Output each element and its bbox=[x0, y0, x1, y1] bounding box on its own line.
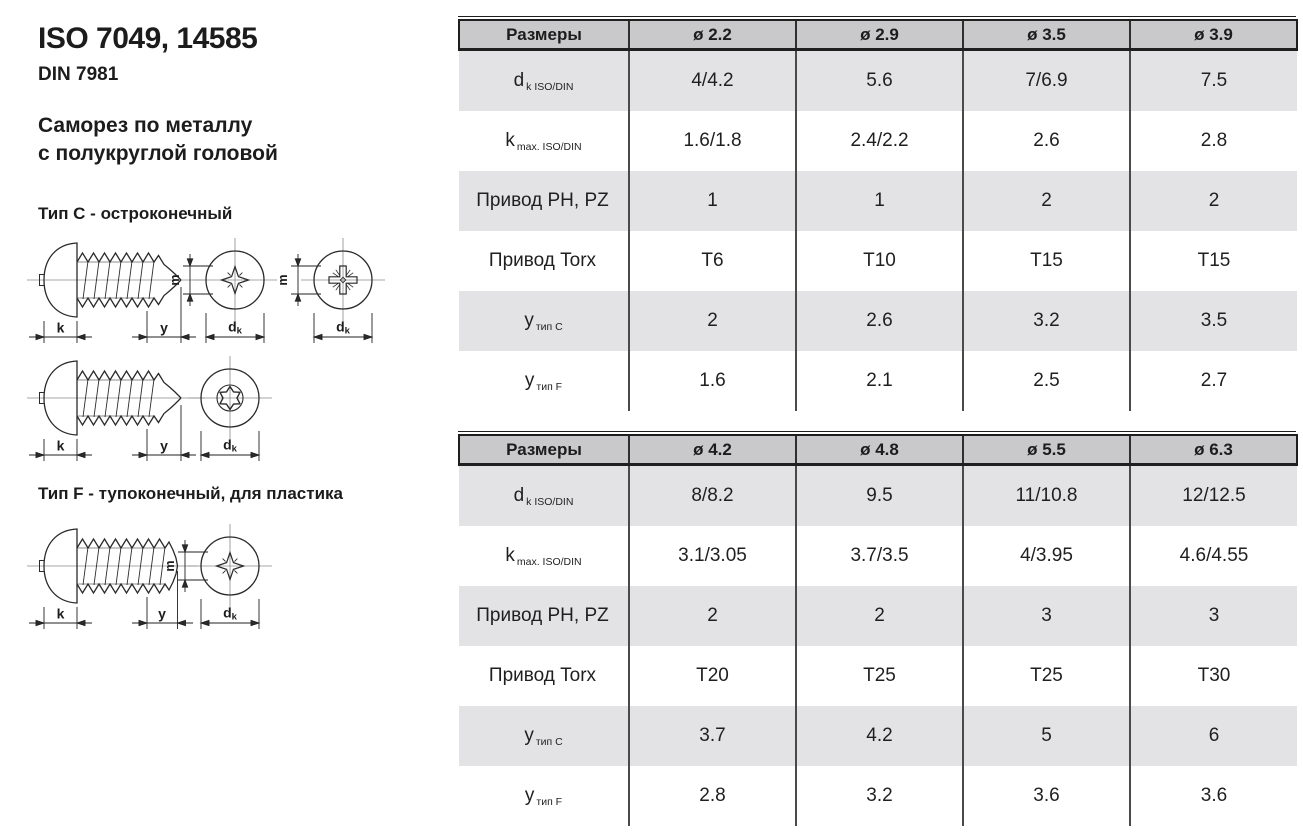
table-cell: 2.6 bbox=[963, 111, 1130, 171]
dim-label-y: y bbox=[158, 605, 166, 622]
table-cell: 2 bbox=[796, 586, 963, 646]
row-label: у $_{тип C}$ bbox=[459, 291, 629, 351]
page-title: ISO 7049, 14585 bbox=[38, 22, 258, 55]
table-cell: 5.6 bbox=[796, 50, 963, 112]
column-header-diameter: ø 2.9 bbox=[796, 20, 963, 50]
table-cell: 2.5 bbox=[963, 351, 1130, 411]
table-cell: 3.6 bbox=[1130, 766, 1297, 826]
row-label: Привод Torx bbox=[459, 646, 629, 706]
column-header-diameter: ø 3.5 bbox=[963, 20, 1130, 50]
table-cell: 3.1/3.05 bbox=[629, 526, 796, 586]
row-label: у $_{тип F}$ bbox=[459, 351, 629, 411]
table-cell: 5 bbox=[963, 706, 1130, 766]
table-cell: 2.7 bbox=[1130, 351, 1297, 411]
table-cell: 7/6.9 bbox=[963, 50, 1130, 112]
page-subtitle: DIN 7981 bbox=[38, 64, 119, 85]
type-c-heading: Тип C - остроконечный bbox=[38, 204, 233, 223]
size-table-large-diameters bbox=[458, 431, 1296, 826]
table-cell: 2.8 bbox=[1130, 111, 1297, 171]
table-cell: 2 bbox=[963, 171, 1130, 231]
table-cell: 3 bbox=[1130, 586, 1297, 646]
type-f-drawing-ph bbox=[25, 519, 305, 637]
torx-head-view bbox=[188, 356, 272, 461]
table-cell: 8/8.2 bbox=[629, 465, 796, 527]
dim-label-y: y bbox=[160, 437, 168, 454]
table-row bbox=[459, 351, 1297, 411]
dim-label-k: k bbox=[56, 605, 65, 622]
row-label: d $_{k ISO/DIN}$ bbox=[459, 50, 629, 112]
row-label: d $_{k ISO/DIN}$ bbox=[459, 465, 629, 527]
dimension-k bbox=[29, 606, 92, 630]
table-row bbox=[459, 586, 1297, 646]
table-cell: T15 bbox=[963, 231, 1130, 291]
row-label: у $_{тип C}$ bbox=[459, 706, 629, 766]
product-description bbox=[38, 112, 278, 169]
table-cell: 3.7/3.5 bbox=[796, 526, 963, 586]
table-row bbox=[459, 291, 1297, 351]
column-header-diameter: ø 2.2 bbox=[629, 20, 796, 50]
table-header-row bbox=[459, 20, 1297, 50]
dim-label-m: m bbox=[168, 274, 182, 286]
dim-label-m: m bbox=[163, 560, 177, 572]
table-cell: 3 bbox=[963, 586, 1130, 646]
table-row bbox=[459, 171, 1297, 231]
table-cell: T30 bbox=[1130, 646, 1297, 706]
row-label: k $_{max. ISO/DIN}$ bbox=[459, 111, 629, 171]
dim-label-dk: dk bbox=[228, 318, 242, 337]
table-row bbox=[459, 111, 1297, 171]
table-cell: 4/4.2 bbox=[629, 50, 796, 112]
table-cell: 3.2 bbox=[963, 291, 1130, 351]
table-cell: 2 bbox=[629, 291, 796, 351]
dimension-k bbox=[29, 320, 92, 344]
header-sizes: Размеры bbox=[459, 20, 629, 50]
table-cell: 2 bbox=[1130, 171, 1297, 231]
size-table-small-diameters bbox=[458, 16, 1296, 411]
table-row bbox=[459, 646, 1297, 706]
row-label: Привод PH, PZ bbox=[459, 171, 629, 231]
dim-label-k: k bbox=[56, 437, 65, 454]
description-line-2: с полукруглой головой bbox=[38, 142, 278, 166]
table-cell: 3.6 bbox=[963, 766, 1130, 826]
table-row bbox=[459, 766, 1297, 826]
table-row bbox=[459, 50, 1297, 112]
dim-label-y: y bbox=[160, 319, 168, 336]
table-cell: T25 bbox=[796, 646, 963, 706]
table-cell: 12/12.5 bbox=[1130, 465, 1297, 527]
table-cell: 2.6 bbox=[796, 291, 963, 351]
table-cell: 3.2 bbox=[796, 766, 963, 826]
table-cell: T6 bbox=[629, 231, 796, 291]
dim-label-dk: dk bbox=[223, 604, 237, 623]
table-cell: T10 bbox=[796, 231, 963, 291]
dim-label-k: k bbox=[56, 319, 65, 336]
row-label: у $_{тип F}$ bbox=[459, 766, 629, 826]
description-line-1: Саморез по металлу bbox=[38, 114, 253, 137]
table-row bbox=[459, 231, 1297, 291]
table-row bbox=[459, 706, 1297, 766]
dim-label-dk: dk bbox=[336, 318, 350, 337]
row-label: Привод Torx bbox=[459, 231, 629, 291]
column-header-diameter: ø 4.8 bbox=[796, 435, 963, 465]
column-header-diameter: ø 3.9 bbox=[1130, 20, 1297, 50]
table-cell: 7.5 bbox=[1130, 50, 1297, 112]
type-f-heading: Тип F - тупоконечный, для пластика bbox=[38, 484, 343, 503]
header-sizes: Размеры bbox=[459, 435, 629, 465]
table-cell: T20 bbox=[629, 646, 796, 706]
phillips-head-view bbox=[168, 238, 277, 343]
table-cell: 3.7 bbox=[629, 706, 796, 766]
type-c-drawing-ph-pz bbox=[25, 233, 420, 351]
row-label: Привод PH, PZ bbox=[459, 586, 629, 646]
column-header-diameter: ø 4.2 bbox=[629, 435, 796, 465]
dimension-k bbox=[29, 438, 92, 462]
type-c-drawing-torx bbox=[25, 351, 305, 469]
table-cell: T25 bbox=[963, 646, 1130, 706]
table-cell: 1 bbox=[796, 171, 963, 231]
table-cell: 1.6/1.8 bbox=[629, 111, 796, 171]
table-cell: 2.8 bbox=[629, 766, 796, 826]
table-header-row bbox=[459, 435, 1297, 465]
table-cell: 3.5 bbox=[1130, 291, 1297, 351]
table-cell: 6 bbox=[1130, 706, 1297, 766]
dim-label-dk: dk bbox=[223, 436, 237, 455]
row-label: k $_{max. ISO/DIN}$ bbox=[459, 526, 629, 586]
table-cell: 9.5 bbox=[796, 465, 963, 527]
table-cell: T15 bbox=[1130, 231, 1297, 291]
table-cell: 2.1 bbox=[796, 351, 963, 411]
table-cell: 2 bbox=[629, 586, 796, 646]
table-cell: 4.6/4.55 bbox=[1130, 526, 1297, 586]
table-row bbox=[459, 465, 1297, 527]
table-cell: 1.6 bbox=[629, 351, 796, 411]
table-row bbox=[459, 526, 1297, 586]
table-cell: 1 bbox=[629, 171, 796, 231]
screw-side-view bbox=[27, 361, 205, 435]
table-cell: 4/3.95 bbox=[963, 526, 1130, 586]
column-header-diameter: ø 5.5 bbox=[963, 435, 1130, 465]
dim-label-m: m bbox=[276, 274, 290, 286]
table-cell: 2.4/2.2 bbox=[796, 111, 963, 171]
phillips-head-view bbox=[163, 524, 272, 629]
column-header-diameter: ø 6.3 bbox=[1130, 435, 1297, 465]
table-cell: 4.2 bbox=[796, 706, 963, 766]
table-cell: 11/10.8 bbox=[963, 465, 1130, 527]
pozidriv-head-view bbox=[276, 238, 385, 343]
